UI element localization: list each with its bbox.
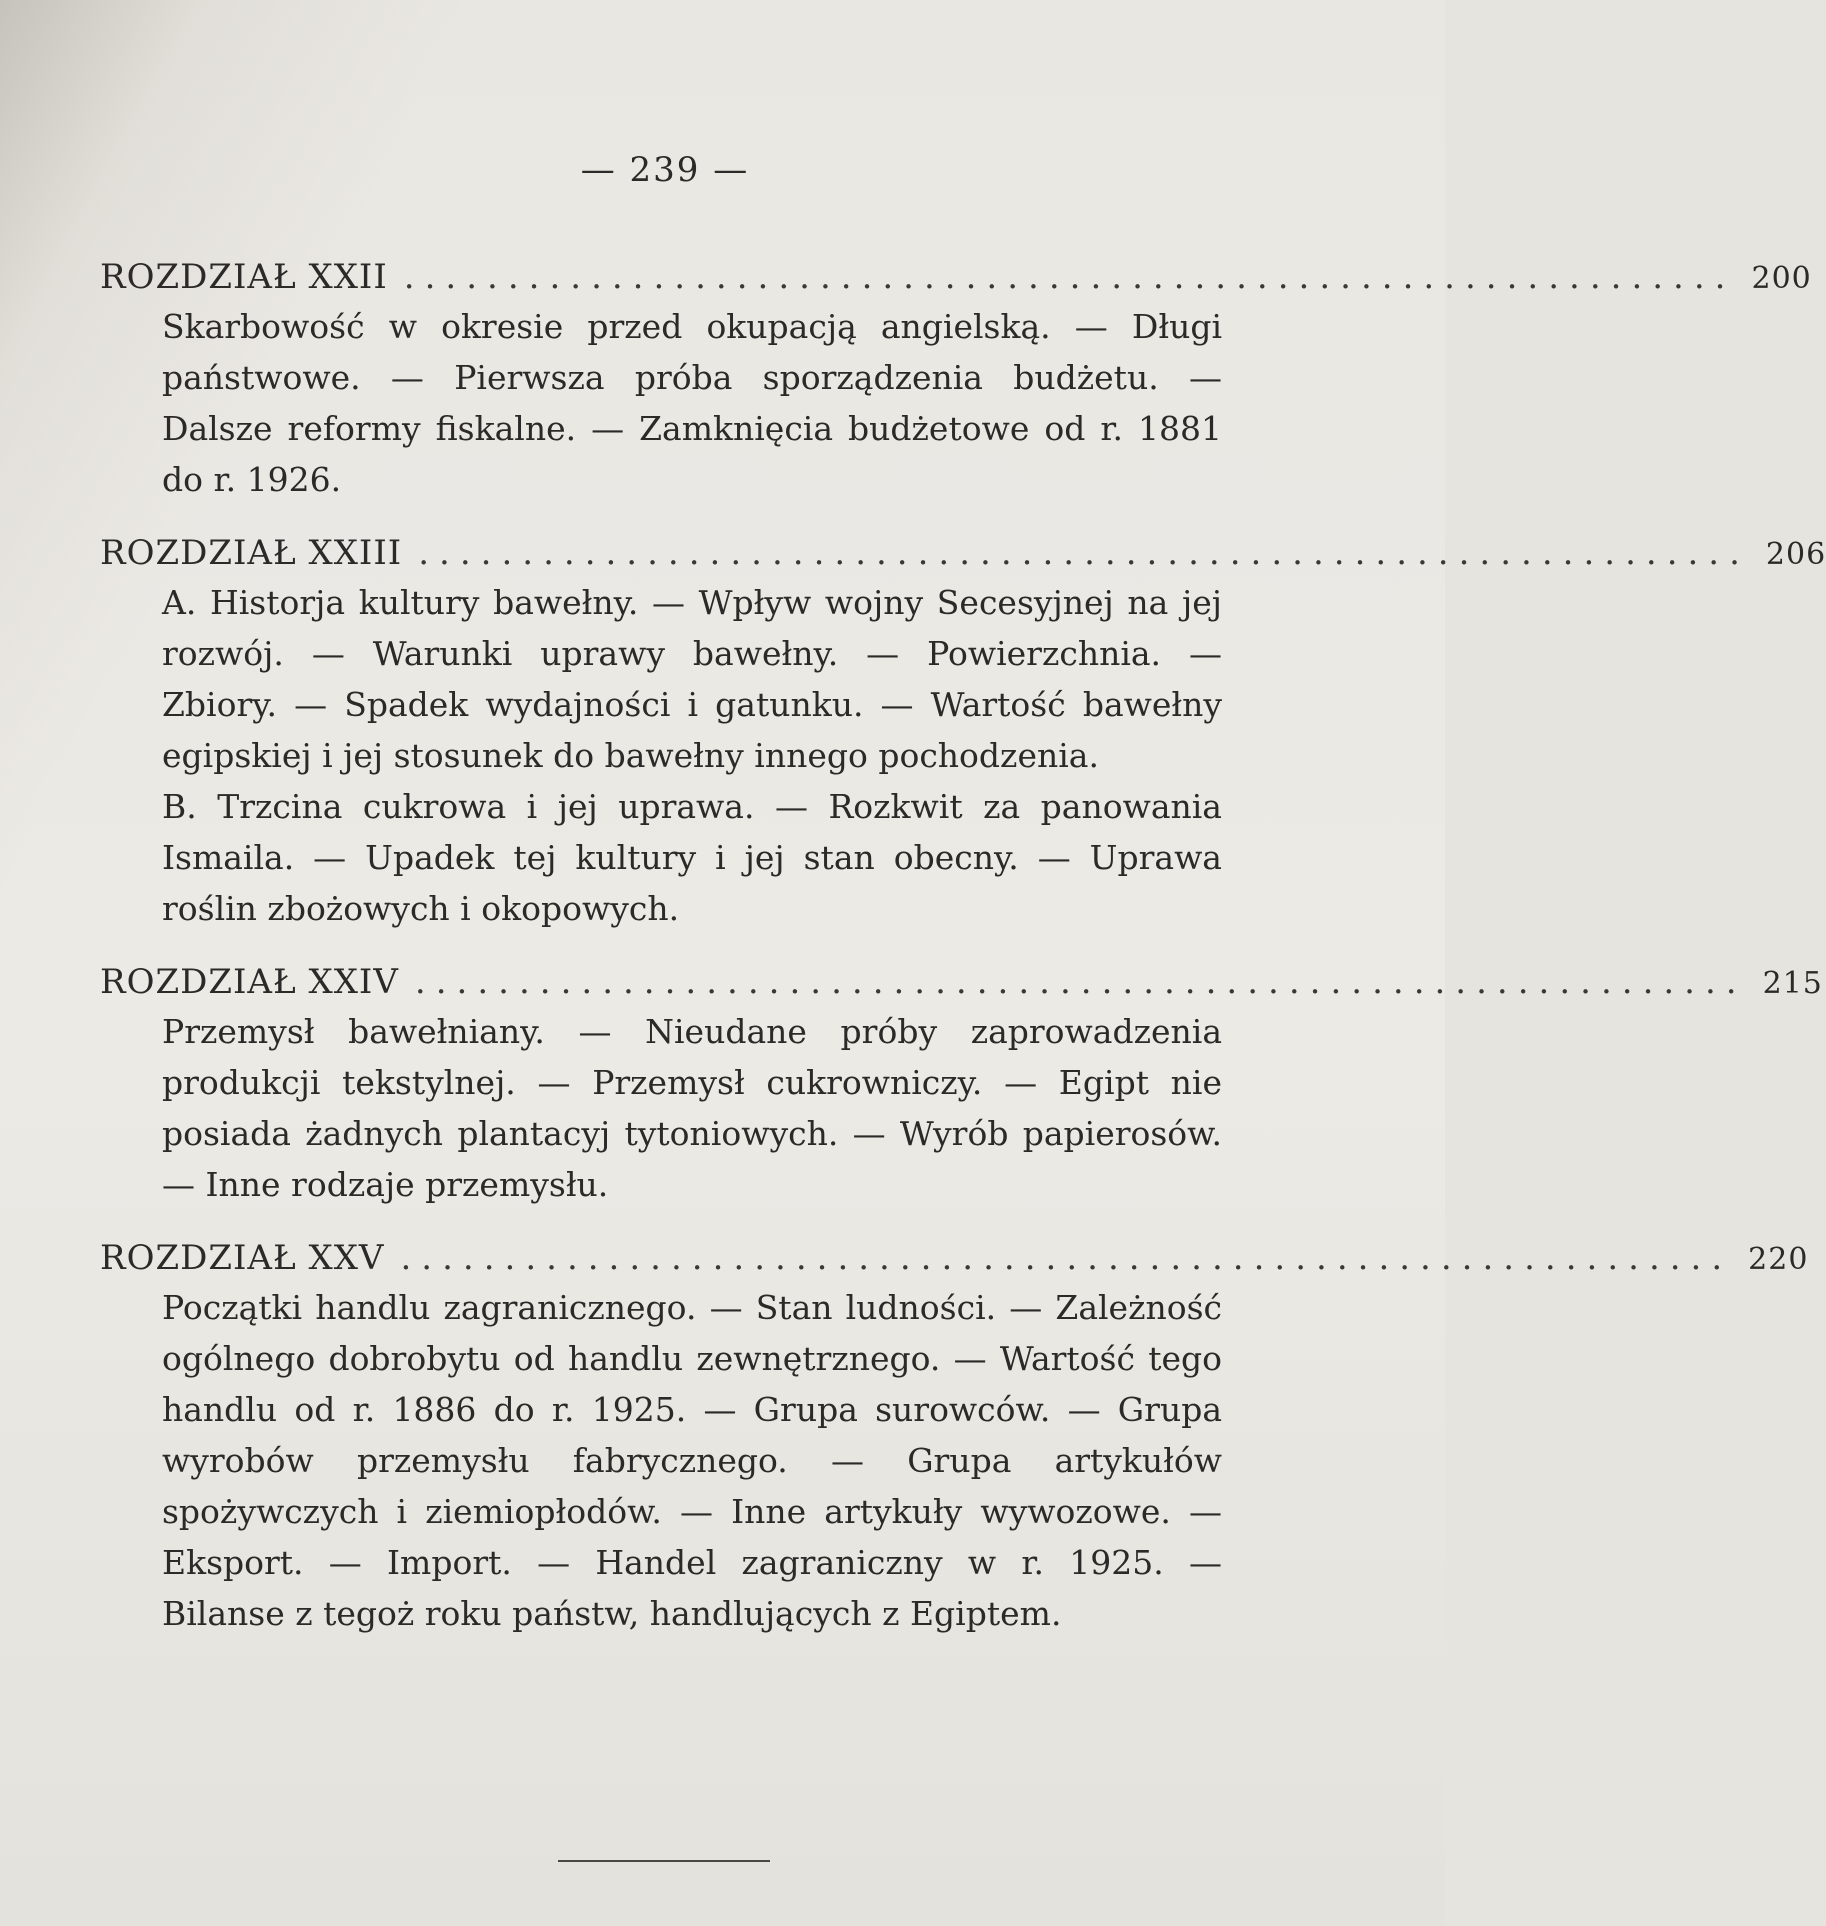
dot-leader: ................................................................ bbox=[414, 962, 1747, 1002]
dot-leader: ................................................................ bbox=[403, 257, 1736, 297]
toc-entry-xxiv bbox=[100, 960, 1823, 1210]
page-number: — 239 — bbox=[580, 150, 750, 190]
chapter-heading bbox=[100, 531, 1826, 577]
chapter-heading bbox=[100, 1236, 1809, 1282]
chapter-page-number: 200 bbox=[1751, 261, 1812, 296]
chapter-page-number: 215 bbox=[1762, 966, 1823, 1001]
summary-paragraph: Początki handlu zagranicznego. — Stan ludności. — Zależność ogólnego dobrobytu od handlu zewnętrznego. — Wartość tego handlu od r. 1886 do r. 1925. — Grupa surowców. — Grupa wyrobów przemysłu fabrycznego. — Grupa artykułów spożywczych i ziemiopłodów. — Inne artykuły wywozowe. — Eksport. — Import. — Handel zagraniczny w r. 1925. — Bilanse z tegoż roku państw, handlujących z Egiptem. bbox=[162, 1288, 1222, 1633]
chapter-title: ROZDZIAŁ XXIV bbox=[100, 962, 399, 1002]
summary-paragraph: Przemysł bawełniany. — Nieudane próby zaprowadzenia produkcji tekstylnej. — Przemysł cukrowniczy. — Egipt nie posiada żadnych plantacyj tytoniowych. — Wyrób papierosów. — Inne rodzaje przemysłu. bbox=[162, 1012, 1222, 1204]
closing-rule bbox=[558, 1860, 770, 1862]
toc-entry-xxv bbox=[100, 1236, 1809, 1639]
toc-entry-xxiii bbox=[100, 531, 1826, 934]
chapter-heading bbox=[100, 255, 1812, 301]
summary-paragraph: B. Trzcina cukrowa i jej uprawa. — Rozkwit za panowania Ismaila. — Upadek tej kultury i jej stan obecny. — Uprawa roślin zbożowych i okopowych. bbox=[162, 787, 1222, 928]
chapter-title: ROZDZIAŁ XXIII bbox=[100, 533, 403, 573]
chapter-summary bbox=[162, 1006, 1222, 1210]
table-of-contents bbox=[100, 255, 1826, 1665]
chapter-page-number: 220 bbox=[1748, 1242, 1809, 1277]
chapter-summary bbox=[162, 1282, 1222, 1639]
summary-paragraph: Skarbowość w okresie przed okupacją angielską. — Długi państwowe. — Pierwsza próba sporządzenia budżetu. — Dalsze reformy fiskalne. — Zamknięcia budżetowe od r. 1881 do r. 1926. bbox=[162, 307, 1222, 499]
chapter-title: ROZDZIAŁ XXII bbox=[100, 257, 388, 297]
dot-leader: ................................................................ bbox=[418, 533, 1750, 573]
dot-leader: ................................................................ bbox=[400, 1238, 1733, 1278]
chapter-page-number: 206 bbox=[1765, 537, 1826, 572]
chapter-summary bbox=[162, 577, 1222, 934]
summary-paragraph: A. Historja kultury bawełny. — Wpływ wojny Secesyjnej na jej rozwój. — Warunki uprawy bawełny. — Powierzchnia. — Zbiory. — Spadek wydajności i gatunku. — Wartość bawełny egipskiej i jej stosunek do bawełny innego pochodzenia. bbox=[162, 583, 1222, 775]
chapter-heading bbox=[100, 960, 1823, 1006]
chapter-summary bbox=[162, 301, 1222, 505]
toc-entry-xxii bbox=[100, 255, 1812, 505]
chapter-title: ROZDZIAŁ XXV bbox=[100, 1238, 385, 1278]
